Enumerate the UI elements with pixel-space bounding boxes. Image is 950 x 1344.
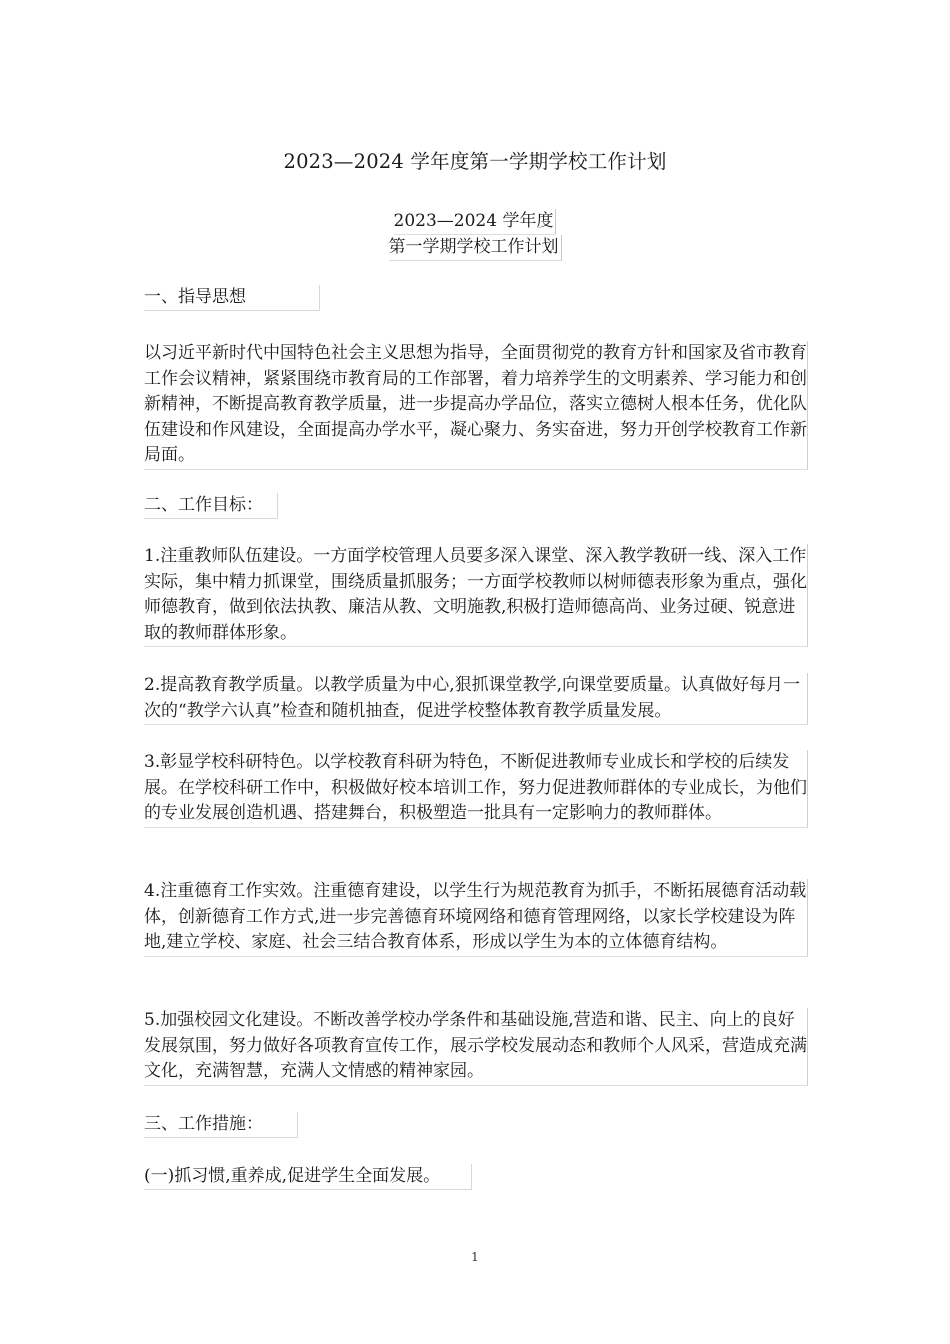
measure-1-heading: (一)抓习惯,重养成,促进学生全面发展。 — [144, 1164, 472, 1190]
section-heading-measures: 三、工作措施： — [144, 1112, 298, 1138]
paragraph-guiding-thought: 以习近平新时代中国特色社会主义思想为指导，全面贯彻党的教育方针和国家及省市教育工作会议精神，紧紧围绕市教育局的工作部署，着力培养学生的文明素养、学习能力和创新精神，不断提高教育教学质量，进一步提高办学品位，落实立德树人根本任务，优化队伍建设和作风建设，全面提高办学水平，凝心聚力、务实奋进，努力开创学校教育工作新局面。 — [144, 341, 808, 470]
paragraph-goal-4: 4.注重德育工作实效。注重德育建设，以学生行为规范教育为抓手，不断拓展德育活动载体，创新德育工作方式,进一步完善德育环境网络和德育管理网络，以家长学校建设为阵地,建立学校、家庭、社会三结合教育体系，形成以学生为本的立体德育结构。 — [144, 879, 808, 957]
document-title: 2023—2024 学年度第一学期学校工作计划 — [283, 150, 667, 173]
subtitle-line-1: 2023—2024 学年度 — [394, 209, 557, 235]
subtitle-block — [0, 209, 950, 261]
section-heading-goals: 二、工作目标： — [144, 493, 278, 519]
section-heading-guiding-thought: 一、指导思想 — [144, 285, 320, 311]
paragraph-goal-1: 1.注重教师队伍建设。一方面学校管理人员要多深入课堂、深入教学教研一线、深入工作实际，集中精力抓课堂，围绕质量抓服务；一方面学校教师以树师德表形象为重点，强化师德教育，做到依法执教、廉洁从教、文明施教,积极打造师德高尚、业务过硬、锐意进取的教师群体形象。 — [144, 544, 808, 647]
paragraph-goal-2: 2.提高教育教学质量。以教学质量为中心,狠抓课堂教学,向课堂要质量。认真做好每月一次的“教学六认真”检查和随机抽查，促进学校整体教育教学质量发展。 — [144, 673, 808, 725]
paragraph-goal-5: 5.加强校园文化建设。不断改善学校办学条件和基础设施,营造和谐、民主、向上的良好发展氛围，努力做好各项教育宣传工作，展示学校发展动态和教师个人风采，营造成充满文化，充满智慧，充满人文情感的精神家园。 — [144, 1008, 808, 1086]
paragraph-goal-3: 3.彰显学校科研特色。以学校教育科研为特色，不断促进教师专业成长和学校的后续发展。在学校科研工作中，积极做好校本培训工作，努力促进教师群体的专业成长，为他们的专业发展创造机遇、搭建舞台，积极塑造一批具有一定影响力的教师群体。 — [144, 750, 808, 828]
page-number: 1 — [471, 1250, 479, 1264]
subtitle-line-2: 第一学期学校工作计划 — [389, 235, 562, 261]
